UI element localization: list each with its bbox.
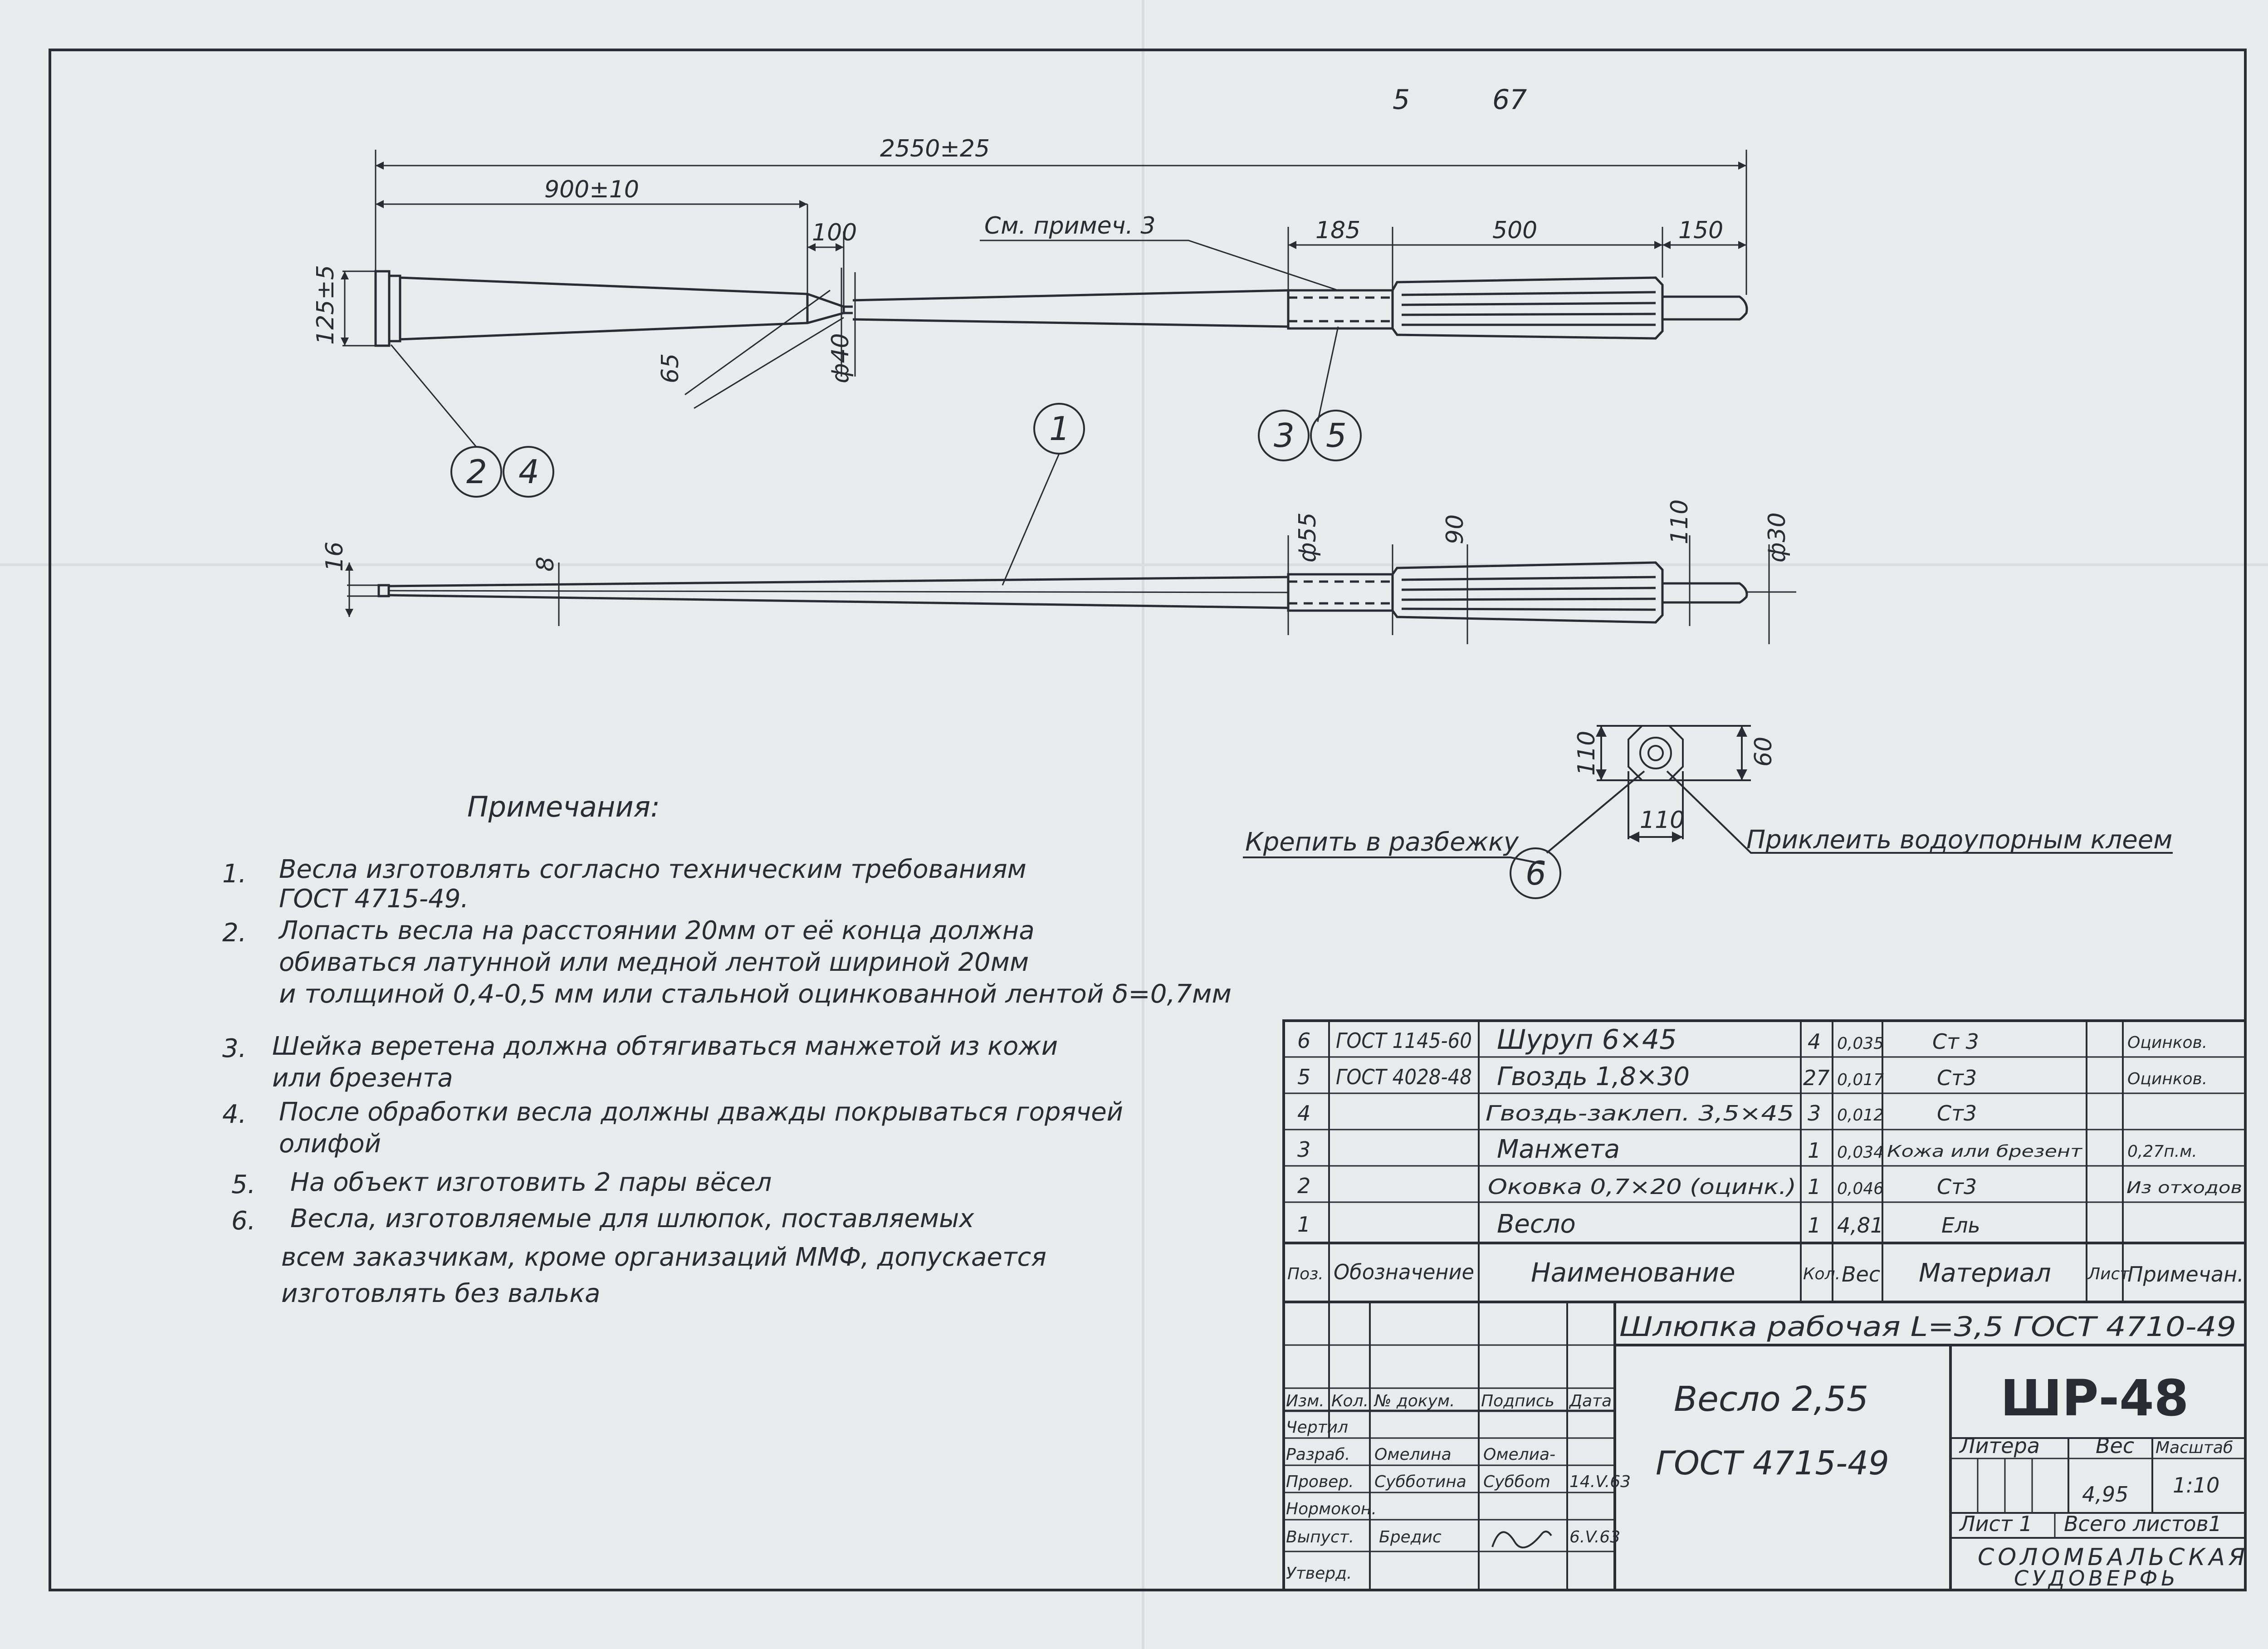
sheets-total: Всего листов1 bbox=[2064, 1512, 2222, 1536]
note-5-num: 5. bbox=[231, 1170, 256, 1199]
notes-title: Примечания: bbox=[467, 790, 660, 823]
dim-sec-60: 60 bbox=[1750, 736, 1777, 767]
col-izm: Изм. bbox=[1286, 1392, 1325, 1410]
svg-text:Лист: Лист bbox=[2088, 1265, 2130, 1283]
svg-text:1: 1 bbox=[1808, 1213, 1821, 1238]
note-4-line-1: После обработки весла должны дважды покрываться горячей bbox=[279, 1097, 1124, 1127]
svg-text:Шуруп 6×45: Шуруп 6×45 bbox=[1497, 1024, 1677, 1056]
weight-value: 4,95 bbox=[2082, 1482, 2129, 1507]
note-2-line-1: Лопасть весла на расстоянии 20мм от её конца должна bbox=[279, 916, 1035, 945]
scribble-5: 5 bbox=[1393, 84, 1410, 116]
scale-value: 1:10 bbox=[2173, 1473, 2220, 1497]
role-vypust-date: 6.V.63 bbox=[1569, 1528, 1621, 1546]
part-name: Весло 2,55 bbox=[1674, 1379, 1869, 1419]
svg-text:Примечан.: Примечан. bbox=[2127, 1262, 2244, 1287]
svg-text:4: 4 bbox=[1808, 1029, 1821, 1054]
svg-text:0,046: 0,046 bbox=[1837, 1179, 1884, 1198]
sheet-number: Лист 1 bbox=[1960, 1512, 2033, 1536]
svg-text:4: 4 bbox=[518, 453, 539, 491]
svg-text:Вес: Вес bbox=[1842, 1262, 1881, 1287]
role-vypust: Выпуст. bbox=[1286, 1528, 1354, 1546]
col-date: Дата bbox=[1569, 1392, 1612, 1410]
svg-text:Наименование: Наименование bbox=[1531, 1257, 1735, 1288]
svg-text:Оцинков.: Оцинков. bbox=[2127, 1033, 2208, 1052]
dim-grip: 500 bbox=[1492, 217, 1538, 244]
svg-text:Кожа или брезент: Кожа или брезент bbox=[1887, 1142, 2083, 1161]
svg-text:5: 5 bbox=[1297, 1065, 1311, 1089]
dim-blade-tip: 100 bbox=[812, 219, 857, 246]
dim-blade-width: 125±5 bbox=[312, 265, 339, 345]
dim-dia-55: ф55 bbox=[1294, 512, 1321, 563]
dim-overall: 2550±25 bbox=[880, 135, 990, 162]
litera-label: Литера bbox=[1960, 1434, 2040, 1458]
dim-side-16: 16 bbox=[321, 541, 348, 572]
note-5-line-1: На объект изготовить 2 пары вёсел bbox=[290, 1168, 772, 1197]
svg-text:4,81: 4,81 bbox=[1837, 1213, 1884, 1238]
role-prover-date: 14.V.63 bbox=[1569, 1473, 1631, 1491]
svg-text:3: 3 bbox=[1274, 416, 1295, 455]
label-fasten: Крепить в разбежку bbox=[1245, 827, 1519, 857]
svg-text:Гвоздь 1,8×30: Гвоздь 1,8×30 bbox=[1497, 1062, 1690, 1091]
svg-text:2: 2 bbox=[1297, 1174, 1311, 1198]
note-6-line-2: всем заказчикам, кроме организаций ММФ, допускается bbox=[281, 1243, 1046, 1272]
svg-text:Ст3: Ст3 bbox=[1937, 1101, 1977, 1125]
dim-blade: 900±10 bbox=[544, 176, 639, 203]
svg-text:0,012: 0,012 bbox=[1837, 1106, 1884, 1125]
svg-text:Ст 3: Ст 3 bbox=[1932, 1029, 1979, 1054]
svg-text:3: 3 bbox=[1297, 1137, 1311, 1162]
organization-line-1: СОЛОМБАЛЬСКАЯ bbox=[1978, 1544, 2249, 1571]
note-4-num: 4. bbox=[222, 1100, 247, 1129]
note-6-line-3: изготовлять без валька bbox=[281, 1279, 601, 1308]
svg-text:0,035: 0,035 bbox=[1837, 1034, 1884, 1053]
svg-text:1: 1 bbox=[1049, 410, 1070, 448]
svg-text:Гвоздь-заклеп. 3,5×45: Гвоздь-заклеп. 3,5×45 bbox=[1486, 1101, 1794, 1125]
svg-text:2: 2 bbox=[466, 453, 487, 491]
svg-text:1: 1 bbox=[1808, 1138, 1821, 1163]
scribble-67: 67 bbox=[1492, 84, 1527, 116]
svg-text:Оцинков.: Оцинков. bbox=[2127, 1070, 2208, 1088]
organization-line-2: СУДОВЕРФЬ bbox=[2014, 1566, 2179, 1590]
note-4-line-2: олифой bbox=[279, 1129, 381, 1159]
role-razrab-name: Омелина bbox=[1374, 1445, 1452, 1464]
dim-collar: 185 bbox=[1315, 217, 1361, 244]
note-1-num: 1. bbox=[222, 859, 247, 889]
drawing-code: ШР-48 bbox=[2000, 1369, 2189, 1427]
note-3-line-1: Шейка веретена должна обтягиваться манжетой из кожи bbox=[272, 1032, 1058, 1061]
svg-text:ГОСТ 4028-48: ГОСТ 4028-48 bbox=[1336, 1065, 1472, 1089]
note-3-num: 3. bbox=[222, 1034, 247, 1063]
svg-text:Ст3: Ст3 bbox=[1937, 1174, 1977, 1199]
svg-text:Обозначение: Обозначение bbox=[1334, 1260, 1474, 1284]
part-standard: ГОСТ 4715-49 bbox=[1656, 1444, 1889, 1482]
note-3-line-2: или брезента bbox=[272, 1063, 453, 1093]
dim-110-side: 110 bbox=[1666, 499, 1693, 544]
label-glue: Приклеить водоупорным клеем bbox=[1746, 825, 2173, 855]
role-vypust-name: Бредис bbox=[1379, 1528, 1442, 1546]
svg-text:Оковка 0,7×20 (оцинк.): Оковка 0,7×20 (оцинк.) bbox=[1488, 1174, 1796, 1199]
note-2-line-3: и толщиной 0,4-0,5 мм или стальной оцинкованной лентой δ=0,7мм bbox=[279, 979, 1232, 1009]
note-1-line-2: ГОСТ 4715-49. bbox=[279, 884, 469, 914]
dim-side-8: 8 bbox=[532, 556, 559, 572]
svg-text:Из отходов: Из отходов bbox=[2126, 1179, 2242, 1197]
svg-text:1: 1 bbox=[1297, 1212, 1311, 1237]
role-prover: Провер. bbox=[1286, 1473, 1354, 1491]
scale-label: Масштаб bbox=[2156, 1439, 2234, 1457]
col-doc: № докум. bbox=[1374, 1392, 1455, 1410]
svg-text:3: 3 bbox=[1808, 1101, 1821, 1125]
role-chertil: Чертил bbox=[1286, 1418, 1349, 1437]
role-razrab: Разраб. bbox=[1286, 1445, 1350, 1464]
dim-handle: 150 bbox=[1678, 217, 1724, 244]
svg-text:Материал: Материал bbox=[1919, 1258, 2051, 1288]
dim-dia-30: ф30 bbox=[1764, 512, 1791, 563]
svg-text:ГОСТ 1145-60: ГОСТ 1145-60 bbox=[1336, 1028, 1472, 1053]
col-sign: Подпись bbox=[1481, 1392, 1554, 1410]
role-utverd: Утверд. bbox=[1286, 1564, 1352, 1583]
svg-text:Весло: Весло bbox=[1497, 1209, 1576, 1239]
svg-text:27: 27 bbox=[1803, 1066, 1830, 1090]
weight-label: Вес bbox=[2096, 1434, 2135, 1458]
svg-text:0,034: 0,034 bbox=[1837, 1143, 1884, 1162]
col-kol: Кол. bbox=[1331, 1392, 1369, 1410]
note-6-num: 6. bbox=[231, 1206, 256, 1236]
svg-text:1: 1 bbox=[1808, 1174, 1821, 1199]
note-2-line-2: обиваться латунной или медной лентой шириной 20мм bbox=[279, 948, 1029, 977]
dim-sec-110-h: 110 bbox=[1640, 807, 1685, 834]
svg-text:6: 6 bbox=[1525, 854, 1546, 892]
role-prover-sign: Суббоm bbox=[1483, 1473, 1550, 1491]
dim-sec-110-v: 110 bbox=[1573, 730, 1600, 776]
see-note-3: См. примеч. 3 bbox=[984, 212, 1156, 240]
svg-text:Ст3: Ст3 bbox=[1937, 1066, 1977, 1090]
note-2-num: 2. bbox=[222, 918, 247, 948]
svg-text:0,27п.м.: 0,27п.м. bbox=[2127, 1142, 2197, 1161]
note-1-line-1: Весла изготовлять согласно техническим требованиям bbox=[279, 855, 1026, 884]
svg-text:6: 6 bbox=[1297, 1028, 1311, 1053]
note-6-line-1: Весла, изготовляемые для шлюпок, поставляемых bbox=[290, 1204, 974, 1233]
role-prover-name: Субботина bbox=[1374, 1473, 1466, 1491]
svg-text:5: 5 bbox=[1326, 416, 1347, 455]
svg-text:Кол.: Кол. bbox=[1803, 1265, 1841, 1283]
svg-text:Поз.: Поз. bbox=[1287, 1265, 1324, 1283]
dim-90: 90 bbox=[1442, 514, 1469, 544]
dim-dia-40: ф40 bbox=[827, 333, 854, 383]
svg-text:Ель: Ель bbox=[1941, 1213, 1980, 1238]
role-normokon: Нормокон. bbox=[1286, 1500, 1377, 1518]
assembly-title: Шлюпка рабочая L=3,5 ГОСТ 4710-49 bbox=[1619, 1311, 2236, 1343]
dim-65: 65 bbox=[657, 353, 684, 383]
svg-text:Манжета: Манжета bbox=[1497, 1135, 1620, 1164]
svg-text:4: 4 bbox=[1297, 1101, 1311, 1125]
svg-text:0,017: 0,017 bbox=[1837, 1071, 1884, 1089]
role-razrab-sign: Омелиа- bbox=[1483, 1445, 1556, 1464]
